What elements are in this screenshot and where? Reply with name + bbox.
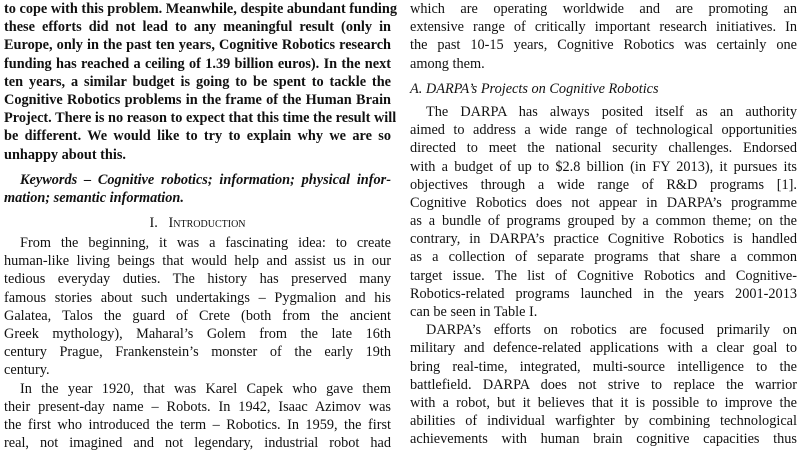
text-line: tedious everyday duties. The history has preserved many (4, 271, 391, 288)
section-number: I. (149, 215, 158, 232)
abstract-line: Project. There is no reason to expect that this time the result will (4, 110, 397, 127)
text-line: famous stories about such undertakings – Pygmalion and his (4, 289, 391, 306)
intro-paragraph-1 (4, 234, 391, 380)
text-line: with a budget of up to $2.8 billion (in FY 2013), it pursues its (410, 158, 797, 175)
text-line: human-like living beings that would help and assist us in our (4, 253, 391, 270)
text-line: with a robot, but it believes that it is possible to improve the (410, 394, 797, 411)
keywords-line: Keywords – Cognitive robotics; information; physical infor- (20, 171, 391, 188)
right-column (410, 0, 797, 449)
section-heading (4, 212, 391, 234)
text-line: From the beginning, it was a fascinating idea: to create (20, 235, 391, 252)
abstract-line: be different. We would like to try to explain why we are so (4, 128, 391, 145)
section-title: Introduction (168, 215, 246, 232)
text-line: Galatea, Talos the guard of Crete (both from the ancient (4, 307, 391, 324)
text-line: real, not imagined and not legendary, industrial robot had (4, 435, 391, 450)
subsection-title: A. DARPA’s Projects on Cognitive Robotics (410, 80, 659, 97)
darpa-paragraph-2 (410, 321, 797, 448)
text-line: the first who introduced the term – Robotics. In 1959, the first (4, 416, 391, 433)
abstract-line: Cognitive Robotics problems in the frame of the Human Brain (4, 91, 391, 108)
intro-paragraph-2 (4, 380, 391, 450)
abstract-line: funding has reached a ceiling of 1.39 billion euros). In the next (4, 55, 391, 72)
text-line: as a bundle of programs grouped by a common theme; on the (410, 213, 797, 230)
abstract-line: these efforts did not lead to any meaningful result (only in (4, 19, 391, 36)
text-line: contrary, in DARPA’s practice Cognitive Robotics is handled (410, 231, 797, 248)
text-line: In the year 1920, that was Karel Capek who gave them (20, 380, 391, 397)
text-line: target issue. The list of Cognitive Robotics and Cognitive- (410, 267, 797, 284)
text-line: battlefield. DARPA does not strive to replace the warrior (410, 376, 797, 393)
text-line: Greek mythology), Maharal’s Golem from the late 16th (4, 326, 391, 342)
text-line: bring real-time, integrated, multi-source intelligence to the (410, 358, 797, 375)
text-line: objectives through a wide range of R&D programs [1]. (410, 176, 797, 193)
text-line: among them. (410, 55, 485, 72)
keywords-line: mation; semantic information. (4, 189, 184, 206)
keywords (4, 171, 391, 207)
abstract-line: Europe, only in the past ten years, Cognitive Robotics research (4, 37, 391, 54)
darpa-paragraph-1 (410, 103, 797, 321)
text-line: achievements with human brain cognitive capacities thus (410, 431, 797, 448)
text-line: which are operating worldwide and are promoting an (410, 1, 797, 17)
text-line: Cognitive Robotics does not appear in DARPA’s programme (410, 194, 797, 211)
text-line: aimed to address a wide range of technological opportunities (410, 122, 797, 139)
abstract-line: ten years, a similar budget is going to be spent to tackle the (4, 73, 391, 90)
text-line: Robotics-related programs launched in the years 2001-2013 (410, 285, 797, 302)
text-line: the past 10-15 years, Cognitive Robotics was certainly one (410, 37, 797, 54)
text-line: directed to meet the national security challenges. Endorsed (410, 140, 797, 157)
text-line: DARPA’s efforts on robotics are focused primarily on (426, 322, 797, 339)
text-line: their present-day name – Robots. In 1942, Isaac Azimov was (4, 398, 391, 415)
abstract-line: unhappy about this. (4, 146, 126, 163)
continued-paragraph (410, 0, 797, 73)
abstract-text (4, 0, 397, 164)
text-line: century Prague, Frankenstein’s monster of the early 19th (4, 344, 391, 361)
text-line: extensive range of critically important research initiatives. In (410, 19, 797, 36)
abstract-line: to cope with this problem. Meanwhile, despite abundant funding (4, 1, 397, 17)
left-column (4, 0, 397, 450)
text-line: abilities of individual warfighter by combining technological (410, 413, 797, 430)
text-line: The DARPA has always posited itself as an authority (426, 103, 797, 120)
text-line: can be seen in Table I. (410, 304, 538, 320)
subsection-heading (410, 80, 797, 98)
text-line: military and defence-related applications with a clear goal to (410, 340, 797, 357)
text-line: century. (4, 362, 50, 379)
text-line: as a collection of separate programs that share a common (410, 249, 797, 266)
